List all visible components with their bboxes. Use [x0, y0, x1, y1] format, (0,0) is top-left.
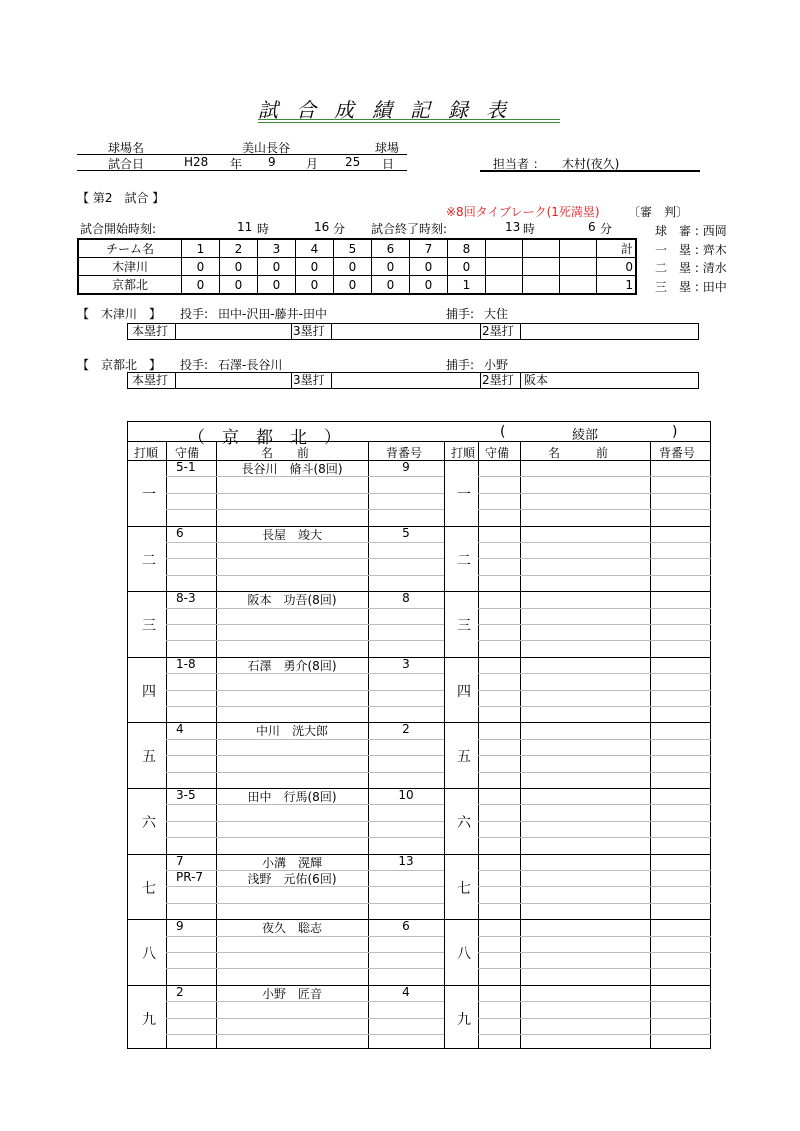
sub-row-line: [166, 837, 444, 838]
batting-order: 五: [142, 749, 156, 766]
fielding-position: 8-3: [176, 591, 196, 606]
batting-order: 九: [457, 1011, 471, 1028]
sub-row-line: [478, 624, 711, 625]
sub-row-line: [478, 558, 711, 559]
inning-score: 0: [372, 258, 410, 276]
sub-row-line: [478, 493, 711, 494]
fielding-position: 4: [176, 722, 184, 737]
column-order-header: 打順: [451, 446, 476, 460]
sub-row-line: [166, 903, 444, 904]
sub-row-line: [478, 690, 711, 691]
sub-row-line: [166, 821, 444, 822]
sub-row-line: [166, 624, 444, 625]
inning-header: 8: [448, 239, 486, 258]
uniform-number: 4: [402, 984, 410, 999]
page-title: 試合成績記録表: [258, 98, 524, 122]
divider: [520, 324, 521, 339]
player-name: 長谷川 脩斗(8回): [241, 462, 343, 476]
column-number-header: 背番号: [659, 446, 696, 460]
battery-team: 【 木津川 】: [77, 307, 162, 321]
sub-row-line: [478, 772, 711, 773]
sub-row-line: [478, 739, 711, 740]
inning-header: 7: [410, 239, 448, 258]
umpire-name: 齊木: [702, 242, 727, 257]
inning-score: 0: [182, 276, 220, 295]
fielding-position: 3-5: [176, 788, 196, 802]
scoreboard-row: [78, 258, 636, 276]
extra-base-hits-box: [127, 323, 699, 340]
umpire-position: 二 塁 :: [655, 261, 699, 275]
start-hour-label: 時: [257, 222, 270, 236]
team-total: 1: [597, 276, 637, 295]
sub-row-line: [166, 772, 444, 773]
divider: [331, 324, 332, 339]
right-team-name: 綾部: [572, 428, 599, 443]
recorder-label: 担当者 ：: [493, 157, 545, 171]
fielding-position: 9: [176, 919, 184, 934]
sub-row-line: [478, 706, 711, 707]
catcher-label: 捕手:: [446, 358, 475, 372]
divider: [520, 373, 521, 388]
uniform-number: 5: [402, 525, 410, 540]
batting-order: 八: [457, 946, 471, 963]
start-hour: 11: [237, 220, 253, 234]
triple-label: 3塁打: [293, 324, 325, 338]
end-minute: 6: [588, 220, 596, 234]
extra-base-hits-box: [127, 372, 699, 389]
scoreboard-row: [78, 276, 636, 295]
tiebreak-note: ※8回タイブレーク(1死満塁): [446, 205, 600, 219]
batting-order: 二: [457, 552, 471, 569]
end-hour: 13: [505, 220, 521, 234]
batting-order: 三: [457, 618, 471, 635]
empty-cell: [486, 239, 523, 258]
sub-row-line: [478, 952, 711, 953]
venue-suffix: 球場: [375, 141, 400, 155]
empty-cell: [523, 239, 560, 258]
batting-order: 二: [142, 552, 156, 569]
sub-row-line: [478, 542, 711, 543]
recorder-name: 木村(夜久): [562, 157, 620, 171]
sub-row-line: [166, 706, 444, 707]
sub-row-line: [478, 640, 711, 641]
catcher-label: 捕手:: [446, 307, 475, 321]
batting-order: 六: [457, 815, 471, 831]
batting-order: 七: [142, 880, 156, 897]
inning-header: 4: [296, 239, 334, 258]
double-label: 2塁打: [482, 373, 514, 387]
uniform-number: 6: [402, 919, 410, 934]
game-number: 【 第2 試合 】: [77, 191, 165, 205]
team-name: 木津川: [78, 258, 182, 276]
column-order-header: 打順: [134, 446, 159, 460]
uniform-number: 3: [402, 656, 410, 671]
month-label: 月: [306, 157, 319, 171]
sub-row-line: [166, 640, 444, 641]
sub-row-line: [166, 968, 444, 969]
umpire-name: 西岡: [702, 224, 727, 238]
sub-row-line: [478, 903, 711, 904]
fielding-position: PR-7: [176, 870, 204, 884]
home-run-label: 本塁打: [132, 373, 169, 387]
sub-row-line: [478, 755, 711, 756]
team-name-header: チーム名: [78, 239, 182, 258]
uniform-number: 8: [402, 591, 410, 606]
pitchers: 石澤-長谷川: [218, 358, 283, 372]
batting-order: 四: [457, 683, 471, 700]
uniform-number: 13: [398, 853, 414, 868]
player-name: 田中 行馬(8回): [247, 790, 337, 804]
player-name: 夜久 聡志: [261, 921, 322, 936]
uniform-number: 2: [402, 722, 410, 737]
sub-row-line: [478, 575, 711, 576]
uniform-number: 9: [402, 460, 410, 474]
sub-row-line: [478, 936, 711, 937]
battery-team: 【 京都北 】: [77, 358, 162, 372]
sub-row-line: [478, 608, 711, 609]
umpire-row: [655, 241, 727, 260]
fielding-position: 7: [176, 853, 184, 868]
recorder-underline: [480, 170, 700, 172]
start-minute: 16: [314, 220, 330, 234]
umpire-name: 田中: [702, 279, 727, 294]
inning-score: 0: [182, 258, 220, 276]
fielding-position: 6: [176, 525, 184, 540]
batting-order: 六: [142, 815, 156, 831]
sub-row-line: [478, 509, 711, 510]
umpire-position: 球 審 :: [655, 224, 699, 238]
empty-cell: [560, 258, 597, 276]
divider: [175, 324, 176, 339]
inning-score: 0: [220, 258, 258, 276]
inning-header: 1: [182, 239, 220, 258]
home-run-label: 本塁打: [132, 324, 169, 338]
player-name: 長屋 竣大: [261, 527, 322, 542]
empty-cell: [560, 239, 597, 258]
umpire-name: 清水: [702, 261, 727, 275]
inning-score: 1: [448, 276, 486, 295]
inning-header: 5: [334, 239, 372, 258]
column-name-header: 名 前: [548, 446, 609, 460]
inning-header: 6: [372, 239, 410, 258]
catcher: 小野: [484, 358, 509, 372]
empty-cell: [523, 258, 560, 276]
column-divider: [166, 441, 167, 1048]
sub-row-line: [478, 1018, 711, 1019]
batting-order: 四: [142, 683, 156, 700]
divider: [331, 373, 332, 388]
umpire-list: [655, 222, 727, 296]
player-name: 石澤 勇介(8回): [247, 658, 337, 673]
column-position-header: 守備: [175, 446, 200, 460]
column-divider: [520, 441, 521, 1048]
sub-row-line: [478, 968, 711, 969]
umpire-row: [655, 278, 727, 297]
batting-order: 一: [142, 487, 156, 503]
batting-order: 七: [457, 880, 471, 897]
umpire-position: 一 塁 :: [655, 242, 699, 257]
sub-row-line: [478, 1001, 711, 1002]
sub-row-line: [166, 755, 444, 756]
player-name: 中川 洸大郎: [255, 724, 328, 739]
umpire-header: 〔審 判〕: [628, 205, 689, 219]
umpire-row: [655, 259, 727, 278]
end-minute-label: 分: [600, 222, 613, 236]
empty-cell: [560, 276, 597, 295]
player-name: 阪本 功吾(8回): [247, 593, 337, 608]
month: 9: [268, 155, 276, 169]
year-label: 年: [230, 157, 243, 171]
start-time-label: 試合開始時刻:: [80, 222, 157, 236]
sub-row-line: [478, 837, 711, 838]
scoreboard-table: [77, 238, 637, 295]
total-header: 計: [597, 239, 637, 258]
header-divider: [128, 441, 710, 442]
inning-score: 0: [258, 276, 296, 295]
divider: [175, 373, 176, 388]
column-name-header: 名 前: [261, 446, 310, 460]
inning-score: 0: [410, 258, 448, 276]
inning-header: 3: [258, 239, 296, 258]
batting-order: 三: [142, 618, 156, 635]
double-label: 2塁打: [482, 324, 514, 338]
player-name: 小溝 滉輝: [261, 855, 322, 870]
era: H28: [184, 155, 209, 169]
divider: [480, 324, 481, 339]
sub-row-line: [478, 821, 711, 822]
sub-row-line: [166, 558, 444, 559]
venue-label: 球場名: [108, 141, 145, 155]
triple-label: 3塁打: [293, 373, 325, 387]
divider: [291, 373, 292, 388]
team-name: 京都北: [78, 276, 182, 295]
pitchers: 田中-沢田-藤井-田中: [218, 307, 327, 321]
start-minute-label: 分: [333, 222, 346, 236]
lineup-table: [127, 421, 711, 1049]
sub-row-line: [478, 673, 711, 674]
inning-score: 0: [220, 276, 258, 295]
sub-row-line: [478, 870, 711, 871]
umpire-row: [655, 222, 727, 241]
sub-row-line: [166, 1034, 444, 1035]
divider: [291, 324, 292, 339]
sub-row-line: [478, 886, 711, 887]
catcher: 大住: [484, 307, 509, 321]
double-value: 阪本: [524, 373, 549, 387]
left-team-name: （ 京 都 北 ）: [188, 428, 341, 448]
column-divider: [444, 441, 445, 1048]
pitcher-label: 投手:: [180, 307, 209, 321]
sub-row-line: [166, 690, 444, 691]
sub-row-line: [478, 1034, 711, 1035]
empty-cell: [523, 276, 560, 295]
inning-score: 0: [296, 276, 334, 295]
sub-row-line: [166, 493, 444, 494]
inning-score: 0: [448, 258, 486, 276]
sub-row-line: [166, 1018, 444, 1019]
batting-order: 八: [142, 946, 156, 963]
sub-row-line: [166, 509, 444, 510]
fielding-position: 5-1: [176, 460, 196, 474]
inning-score: 0: [258, 258, 296, 276]
fielding-position: 1-8: [176, 656, 196, 671]
umpire-position: 三 塁 :: [655, 279, 699, 294]
date-label: 試合日: [108, 157, 145, 171]
column-position-header: 守備: [485, 446, 510, 460]
inning-header: 2: [220, 239, 258, 258]
player-name: 浅野 元佑(6回): [247, 872, 337, 886]
sub-row-line: [166, 952, 444, 953]
inning-score: 0: [334, 276, 372, 295]
inning-score: 0: [372, 276, 410, 295]
pitcher-label: 投手:: [180, 358, 209, 372]
inning-score: 0: [334, 258, 372, 276]
column-divider: [650, 441, 651, 1048]
inning-score: 0: [410, 276, 448, 295]
team-total: 0: [597, 258, 637, 276]
scoreboard-header-row: [78, 239, 636, 258]
venue-name: 美山長谷: [242, 141, 291, 155]
divider: [480, 373, 481, 388]
date-underline: [77, 170, 407, 171]
uniform-number: 10: [398, 788, 414, 802]
day: 25: [345, 155, 361, 169]
inning-score: 0: [296, 258, 334, 276]
empty-cell: [486, 258, 523, 276]
right-team-open: (: [500, 424, 506, 440]
end-time-label: 試合終了時刻:: [371, 222, 448, 236]
right-team-close: ): [672, 424, 678, 440]
day-label: 日: [382, 157, 395, 171]
batting-order: 五: [457, 749, 471, 766]
sub-row-line: [478, 804, 711, 805]
title-underline: [258, 119, 560, 123]
empty-cell: [486, 276, 523, 295]
sub-row-line: [478, 476, 711, 477]
sub-row-line: [166, 575, 444, 576]
end-hour-label: 時: [523, 222, 536, 236]
player-name: 小野 匠音: [261, 986, 322, 1001]
column-divider: [478, 441, 479, 1048]
batting-order: 九: [142, 1011, 156, 1028]
fielding-position: 2: [176, 984, 184, 999]
column-number-header: 背番号: [386, 446, 423, 460]
batting-order: 一: [457, 487, 471, 503]
